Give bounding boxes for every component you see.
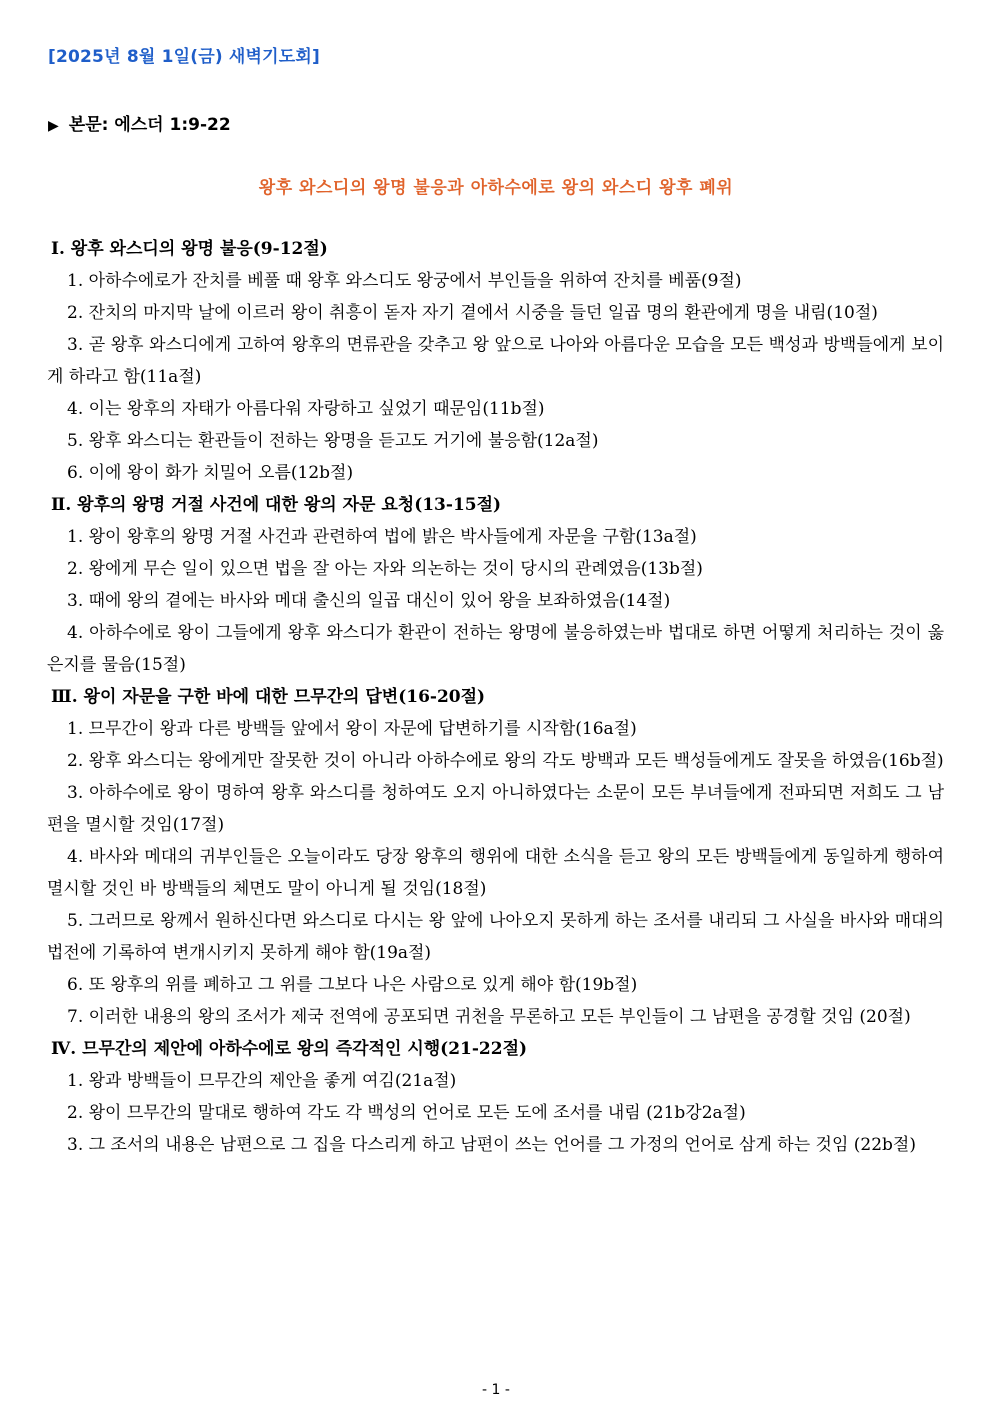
scripture-label: 본문: 에스더 1:9-22: [68, 115, 231, 135]
outline-item: 3. 때에 왕의 곁에는 바사와 메대 출신의 일곱 대신이 있어 왕을 보좌하였음(14절): [67, 591, 671, 611]
outline-item: 4. 아하수에로 왕이 그들에게 왕후 와스디가 환관이 전하는 왕명에 불응하였는바 법대로 하면 어떻게 처리하는 것이 옳은지를 물음(15절): [47, 623, 944, 675]
section-heading: Ⅳ. 므무간의 제안에 아하수에로 왕의 즉각적인 시행(21-22절): [51, 1039, 528, 1059]
outline-item: 2. 왕이 므무간의 말대로 행하여 각도 각 백성의 언어로 모든 도에 조서를 내림 (21b강2a절): [67, 1103, 746, 1123]
outline-item: 2. 잔치의 마지막 날에 이르러 왕이 취흥이 돋자 자기 곁에서 시중을 들던 일곱 명의 환관에게 명을 내림(10절): [67, 303, 878, 323]
triangle-arrow-icon: ▶: [48, 118, 59, 134]
outline-section-2: [47, 489, 944, 681]
page-number: - 1 -: [482, 1382, 510, 1398]
outline-item: 3. 아하수에로 왕이 명하여 왕후 와스디를 청하여도 오지 아니하였다는 소문이 모든 부녀들에게 전파되면 저희도 그 남편을 멸시할 것임(17절): [47, 783, 944, 835]
outline-item: 6. 이에 왕이 화가 치밀어 오름(12b절): [67, 463, 354, 483]
outline-item: 6. 또 왕후의 위를 폐하고 그 위를 그보다 나은 사람으로 있게 해야 함(19b절): [67, 975, 638, 995]
service-date-title: [2025년 8월 1일(금) 새벽기도회]: [48, 47, 321, 67]
section-heading: Ⅰ. 왕후 와스디의 왕명 불응(9-12절): [51, 239, 328, 259]
outline-item: 5. 왕후 와스디는 환관들이 전하는 왕명을 듣고도 거기에 불응함(12a절): [67, 431, 599, 451]
outline-section-3: [47, 681, 944, 1033]
outline-item: 1. 아하수에로가 잔치를 베풀 때 왕후 와스디도 왕궁에서 부인들을 위하여 잔치를 베품(9절): [67, 271, 742, 291]
outline-item: 1. 왕과 방백들이 므무간의 제안을 좋게 여김(21a절): [67, 1071, 457, 1091]
scripture-reference: [48, 110, 231, 135]
sermon-outline: [47, 233, 944, 1161]
outline-item: 5. 그러므로 왕께서 원하신다면 와스디로 다시는 왕 앞에 나아오지 못하게 하는 조서를 내리되 그 사실을 바사와 매대의 법전에 기록하여 변개시키지 못하게 해야 함(19a절): [47, 911, 944, 963]
outline-section-1: [47, 233, 944, 489]
outline-item: 4. 바사와 메대의 귀부인들은 오늘이라도 당장 왕후의 행위에 대한 소식을 듣고 왕의 모든 방백들에게 동일하게 행하여 멸시할 것인 바 방백들의 체면도 말이 아니게 될 것임(18절): [47, 847, 944, 899]
outline-item: 1. 왕이 왕후의 왕명 거절 사건과 관련하여 법에 밝은 박사들에게 자문을 구함(13a절): [67, 527, 697, 547]
section-heading: Ⅱ. 왕후의 왕명 거절 사건에 대한 왕의 자문 요청(13-15절): [51, 495, 502, 515]
outline-item: 7. 이러한 내용의 왕의 조서가 제국 전역에 공포되면 귀천을 무론하고 모든 부인들이 그 남편을 공경할 것임 (20절): [67, 1007, 911, 1027]
outline-item: 3. 곧 왕후 와스디에게 고하여 왕후의 면류관을 갖추고 왕 앞으로 나아와 아름다운 모습을 모든 백성과 방백들에게 보이게 하라고 함(11a절): [47, 335, 944, 387]
outline-item: 2. 왕후 와스디는 왕에게만 잘못한 것이 아니라 아하수에로 왕의 각도 방백과 모든 백성들에게도 잘못을 하였음(16b절): [67, 751, 944, 771]
outline-item: 3. 그 조서의 내용은 남편으로 그 집을 다스리게 하고 남편이 쓰는 언어를 그 가정의 언어로 삼게 하는 것임 (22b절): [67, 1135, 916, 1155]
outline-item: 1. 므무간이 왕과 다른 방백들 앞에서 왕이 자문에 답변하기를 시작함(16a절): [67, 719, 637, 739]
outline-section-4: [47, 1033, 944, 1161]
outline-item: 4. 이는 왕후의 자태가 아름다워 자랑하고 싶었기 때문임(11b절): [67, 399, 545, 419]
section-heading: Ⅲ. 왕이 자문을 구한 바에 대한 므무간의 답변(16-20절): [51, 687, 486, 707]
outline-item: 2. 왕에게 무슨 일이 있으면 법을 잘 아는 자와 의논하는 것이 당시의 관례였음(13b절): [67, 559, 703, 579]
sermon-title: 왕후 와스디의 왕명 불응과 아하수에로 왕의 와스디 왕후 폐위: [258, 178, 734, 198]
